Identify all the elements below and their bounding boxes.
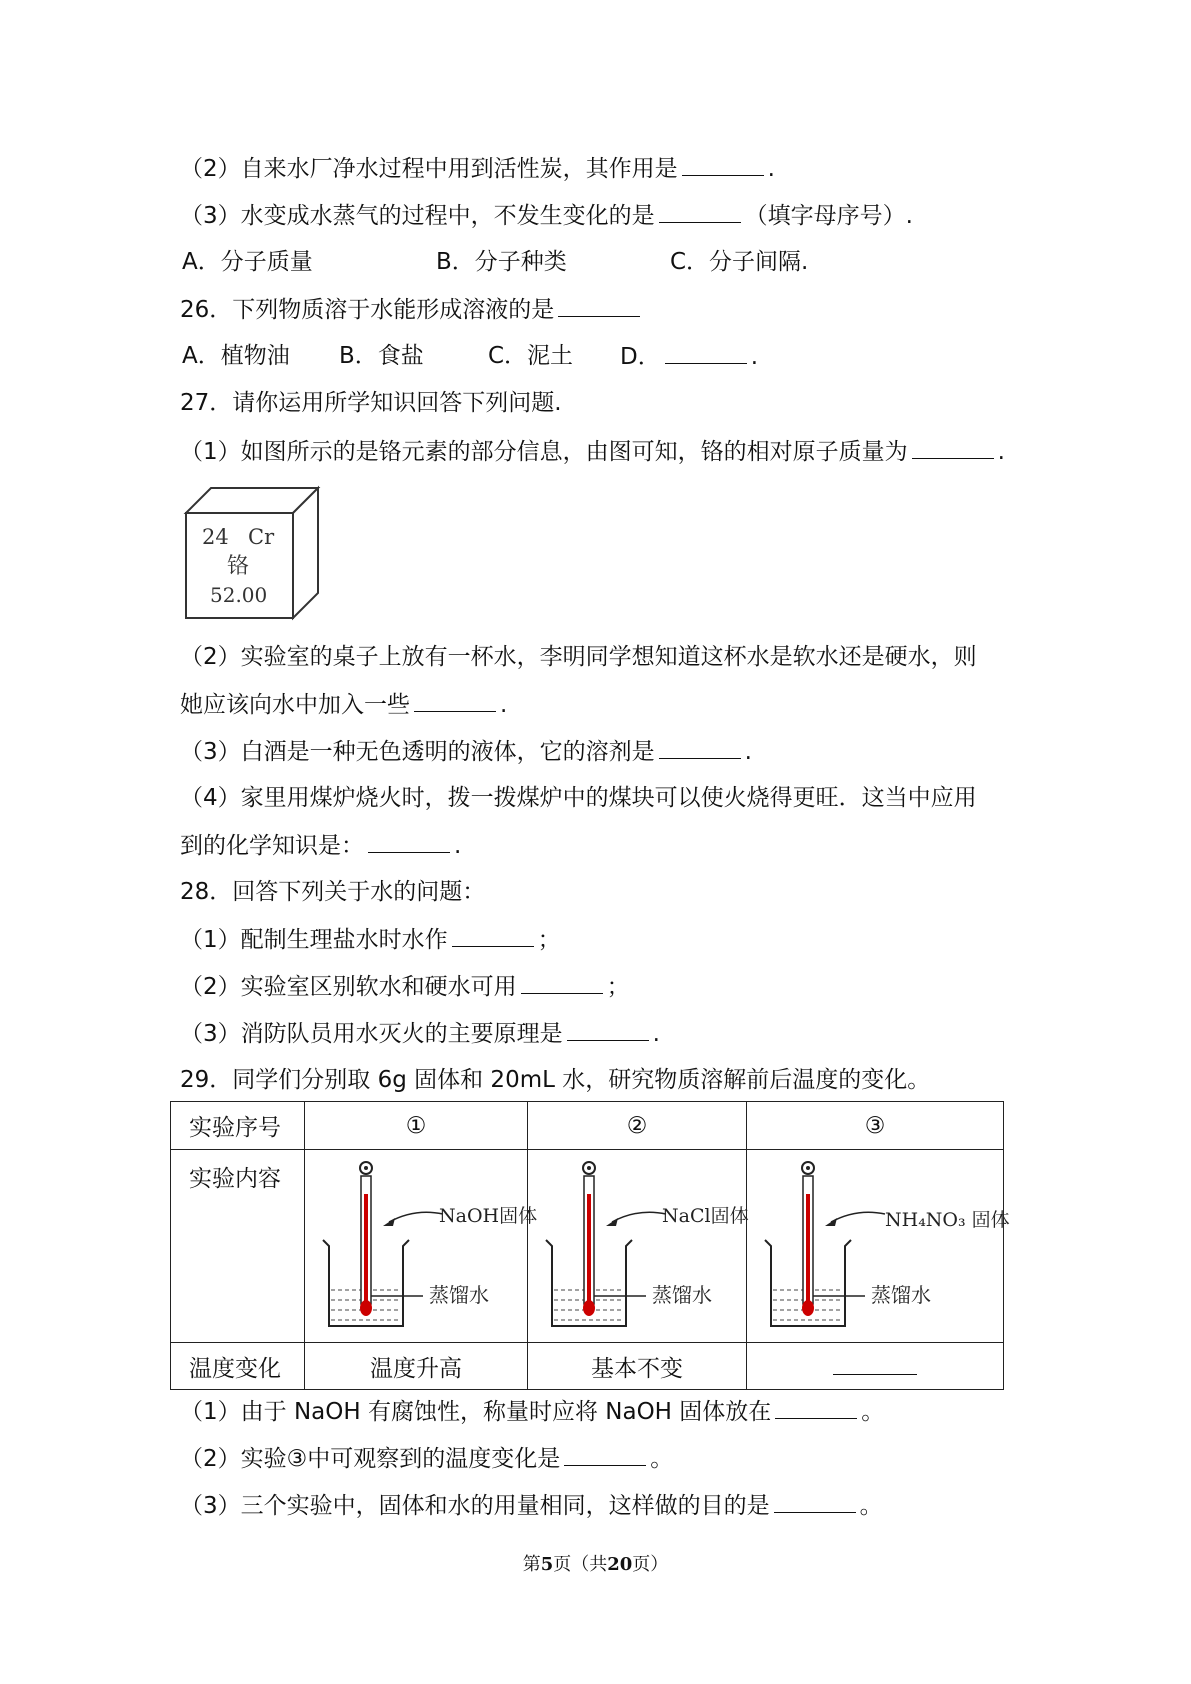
q28-3-text: （3）消防队员用水灭火的主要原理是: [180, 1021, 563, 1047]
experiment-number-1: ①: [305, 1102, 528, 1150]
semicolon: ；: [606, 974, 630, 1000]
q26-option-d-label: D．: [620, 344, 661, 370]
dot: .: [997, 439, 1005, 465]
page-footer: [0, 1550, 1191, 1576]
beaker-thermometer-diagram: [305, 1150, 538, 1336]
q29-3-text: （3）三个实验中，固体和水的用量相同，这样做的目的是: [180, 1493, 770, 1519]
element-symbol: Cr: [248, 525, 275, 549]
q27-line: 27．请你运用所学知识回答下列问题.: [180, 390, 562, 416]
q27-1-text: （1）如图所示的是铬元素的部分信息，由图可知，铬的相对原子质量为: [180, 439, 908, 465]
q27-4-line-b: [180, 830, 461, 861]
answer-blank[interactable]: [564, 1443, 646, 1466]
atomic-mass: 52.00: [210, 583, 268, 607]
answer-blank[interactable]: [659, 200, 741, 223]
experiment-cell-3: [747, 1150, 1010, 1343]
q25-3-suffix: （填字母序号）.: [744, 203, 913, 229]
result-1: 温度升高: [305, 1343, 528, 1390]
q29-2-line: [180, 1443, 673, 1474]
table-row: [171, 1150, 1004, 1343]
answer-blank[interactable]: [912, 436, 994, 459]
result-2: 基本不变: [528, 1343, 747, 1390]
solid-label-3: NH₄NO₃ 固体: [885, 1209, 1010, 1231]
q29-1-line: [180, 1396, 884, 1427]
q27-3-text: （3）白酒是一种无色透明的液体，它的溶剂是: [180, 739, 655, 765]
answer-blank[interactable]: [558, 294, 640, 317]
footer-post: 页）: [632, 1554, 669, 1575]
q29-3-line: [180, 1490, 883, 1521]
result-3-cell: [747, 1343, 1004, 1390]
answer-blank[interactable]: [659, 736, 741, 759]
answer-blank[interactable]: [665, 341, 747, 364]
q28-1-text: （1）配制生理盐水时水作: [180, 927, 448, 953]
q25-3-text: （3）水变成水蒸气的过程中，不发生变化的是: [180, 203, 655, 229]
table-row: [171, 1343, 1004, 1390]
q26-option-d: [620, 341, 758, 372]
dot: .: [500, 692, 508, 718]
period: 。: [859, 1493, 883, 1519]
q26-text: 26．下列物质溶于水能形成溶液的是: [180, 297, 555, 323]
answer-blank[interactable]: [775, 1396, 857, 1419]
water-label-1: 蒸馏水: [429, 1283, 489, 1307]
q27-3-line: [180, 736, 752, 767]
q25-option-c: C．分子间隔.: [670, 249, 809, 275]
answer-blank[interactable]: [521, 971, 603, 994]
semicolon: ；: [537, 927, 561, 953]
q27-2-line-a: （2）实验室的桌子上放有一杯水，李明同学想知道这杯水是软水还是硬水，则: [180, 644, 977, 670]
q26-option-c: C．泥土: [488, 343, 574, 369]
q25-3-line: [180, 200, 913, 231]
period: 。: [650, 1446, 674, 1472]
experiment-number-2: ②: [528, 1102, 747, 1150]
table-row: [171, 1102, 1004, 1150]
answer-blank[interactable]: [682, 153, 764, 176]
solid-label-2: NaCl固体: [662, 1205, 749, 1227]
q27-2-line-b: [180, 689, 507, 720]
q27-1-line: [180, 436, 1005, 467]
answer-blank[interactable]: [567, 1018, 649, 1041]
period: 。: [861, 1399, 885, 1425]
q29-line: 29．同学们分别取 6g 固体和 20mL 水，研究物质溶解前后温度的变化。: [180, 1067, 931, 1093]
q28-1-line: [180, 924, 561, 955]
q25-2-text: （2）自来水厂净水过程中用到活性炭，其作用是: [180, 156, 678, 182]
answer-blank[interactable]: [452, 924, 534, 947]
q29-2-text: （2）实验③中可观察到的温度变化是: [180, 1446, 561, 1472]
q28-3-line: [180, 1018, 660, 1049]
q27-2-text: 她应该向水中加入一些: [180, 692, 410, 718]
footer-pre: 第: [522, 1554, 541, 1575]
q26-line: [180, 294, 644, 325]
row-label-sequence: 实验序号: [171, 1102, 305, 1150]
q29-1-text: （1）由于 NaOH 有腐蚀性，称量时应将 NaOH 固体放在: [180, 1399, 772, 1425]
dot: .: [454, 833, 462, 859]
answer-blank[interactable]: [833, 1352, 917, 1375]
q26-option-a: A．植物油: [182, 343, 290, 369]
total-pages: 20: [607, 1554, 633, 1575]
q28-2-text: （2）实验室区别软水和硬水可用: [180, 974, 517, 1000]
q28-line: 28．回答下列关于水的问题：: [180, 879, 486, 905]
dot: .: [767, 156, 775, 182]
page-number: 5: [540, 1554, 554, 1575]
water-label-2: 蒸馏水: [652, 1283, 712, 1307]
q26-option-b: B．食盐: [339, 343, 424, 369]
element-name: 铬: [227, 554, 250, 579]
experiment-cell-1: [305, 1150, 538, 1343]
footer-mid: 页（共: [553, 1554, 608, 1575]
row-label-temperature: 温度变化: [171, 1343, 305, 1390]
experiment-table: [170, 1101, 1010, 1390]
row-label-content: [171, 1150, 305, 1343]
experiment-number-3: ③: [747, 1102, 1004, 1150]
experiment-cell-2: [528, 1150, 747, 1343]
solid-label-1: NaOH固体: [439, 1205, 538, 1227]
atomic-number: 24: [202, 525, 229, 549]
row-label-content-text: 实验内容: [189, 1166, 281, 1192]
beaker-thermometer-diagram: [747, 1150, 1010, 1336]
q25-2-line: [180, 153, 775, 184]
dot: .: [750, 344, 759, 370]
answer-blank[interactable]: [774, 1490, 856, 1513]
answer-blank[interactable]: [368, 830, 450, 853]
q27-4-line-a: （4）家里用煤炉烧火时，拨一拨煤炉中的煤块可以使火烧得更旺．这当中应用: [180, 785, 977, 811]
beaker-thermometer-diagram: [528, 1150, 749, 1336]
dot: .: [652, 1021, 660, 1047]
q25-option-b: B．分子种类: [436, 249, 567, 275]
q27-4-text: 到的化学知识是：: [180, 833, 364, 859]
q25-option-a: A．分子质量: [182, 249, 313, 275]
q28-2-line: [180, 971, 630, 1002]
answer-blank[interactable]: [414, 689, 496, 712]
water-label-3: 蒸馏水: [871, 1283, 931, 1307]
dot: .: [744, 739, 752, 765]
chromium-element-cube: [186, 488, 318, 618]
